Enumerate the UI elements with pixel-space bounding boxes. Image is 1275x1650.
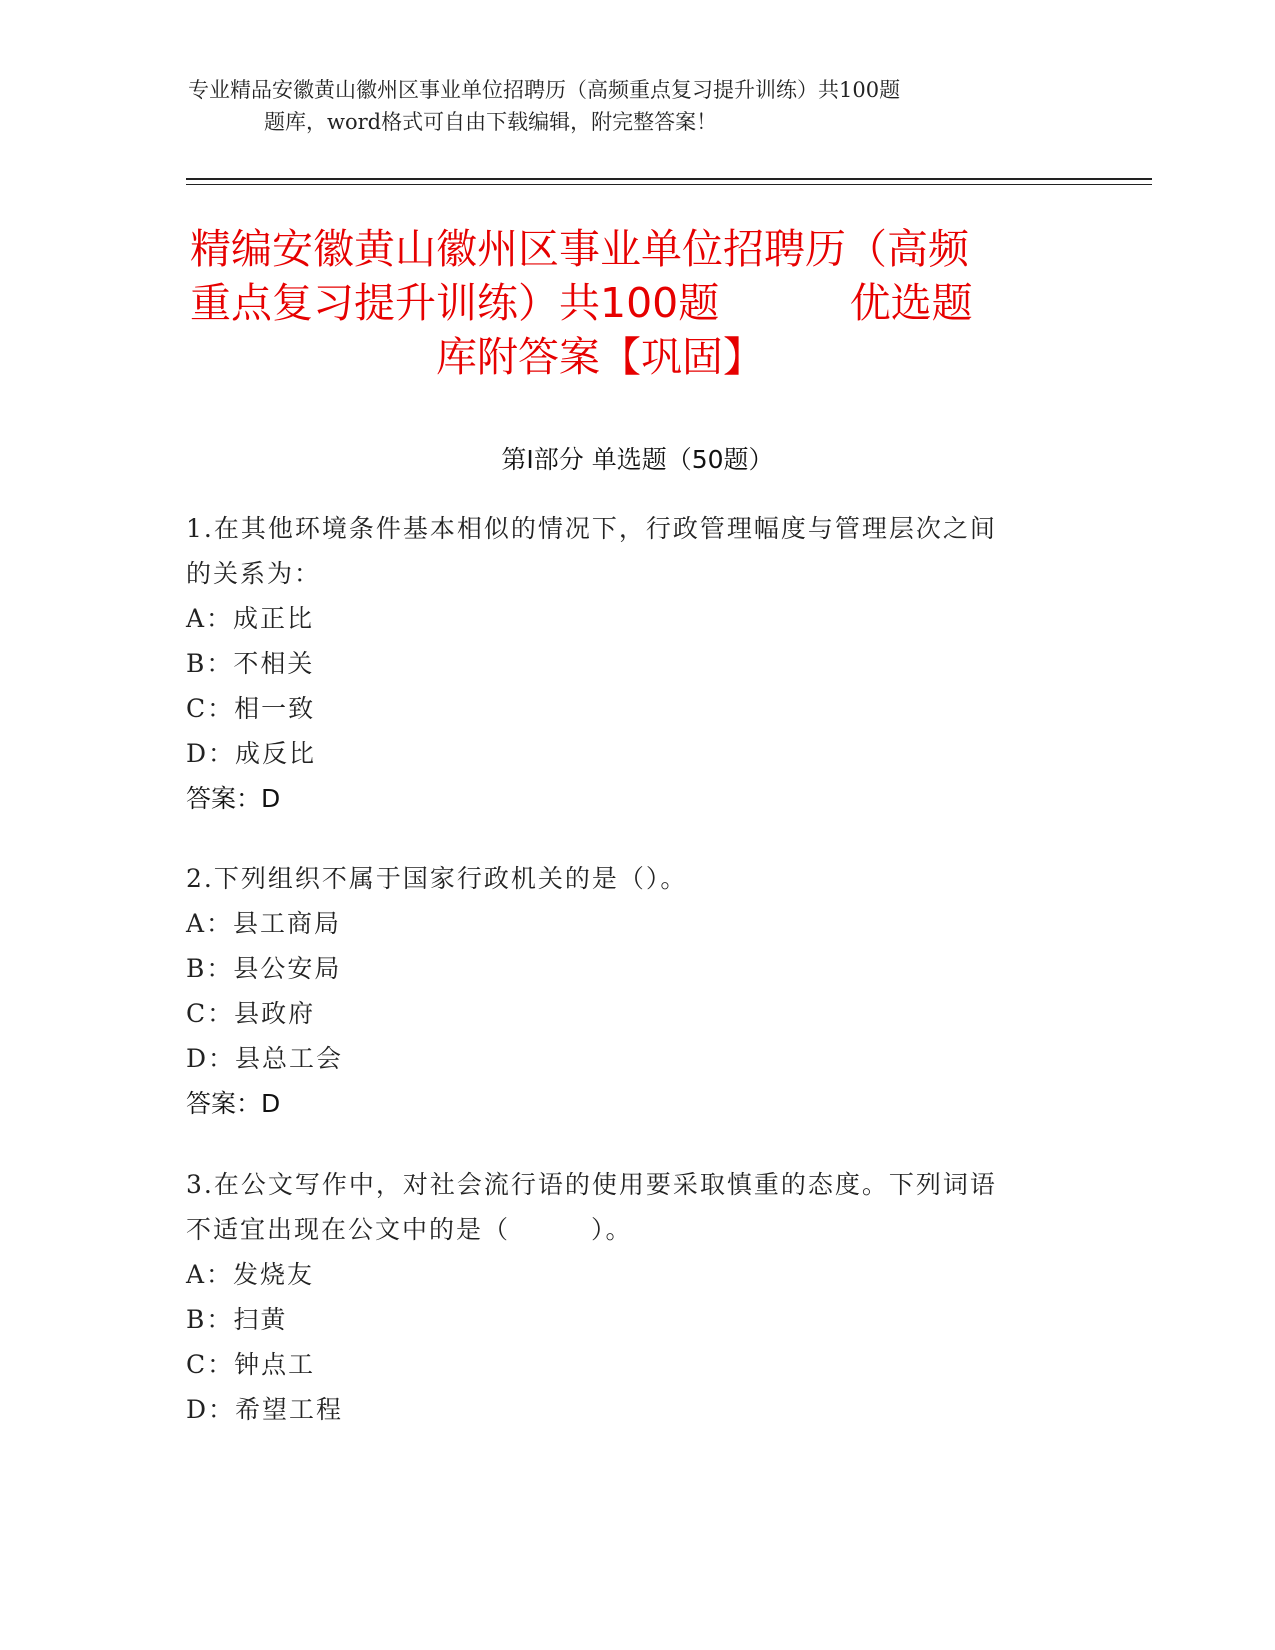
question-1 bbox=[186, 506, 1066, 821]
header-note-line2: 题库，word格式可自由下载编辑，附完整答案！ bbox=[264, 110, 718, 134]
option-d: D：希望工程 bbox=[186, 1395, 344, 1424]
option-a: A：成正比 bbox=[186, 604, 315, 633]
header-rule-thick bbox=[186, 178, 1152, 180]
question-stem: 1.在其他环境条件基本相似的情况下，行政管理幅度与管理层次之间 bbox=[186, 514, 997, 543]
option-d: D：成反比 bbox=[186, 739, 317, 768]
header-note-line1: 专业精品安徽黄山徽州区事业单位招聘历（高频重点复习提升训练）共100题 bbox=[188, 78, 901, 102]
document-title bbox=[190, 222, 1070, 384]
answer: 答案：D bbox=[186, 1089, 281, 1118]
question-stem: 2.下列组织不属于国家行政机关的是（）。 bbox=[186, 864, 688, 893]
option-a: A：县工商局 bbox=[186, 909, 342, 938]
answer: 答案：D bbox=[186, 784, 281, 813]
title-line2: 重点复习提升训练）共100题 优选题 bbox=[190, 279, 973, 327]
option-a: A：发烧友 bbox=[186, 1260, 315, 1289]
header-note bbox=[188, 74, 1048, 138]
section-heading: 第Ⅰ部分 单选题（50题） bbox=[501, 445, 774, 474]
question-stem: 的关系为： bbox=[186, 559, 322, 588]
question-2 bbox=[186, 856, 1066, 1126]
title-line1: 精编安徽黄山徽州区事业单位招聘历（高频 bbox=[190, 225, 969, 273]
option-d: D：县总工会 bbox=[186, 1044, 344, 1073]
option-b: B：扫黄 bbox=[186, 1305, 288, 1334]
question-stem: 3.在公文写作中，对社会流行语的使用要采取慎重的态度。下列词语 bbox=[186, 1170, 997, 1199]
title-line3: 库附答案【巩固】 bbox=[436, 333, 764, 381]
question-3 bbox=[186, 1162, 1066, 1432]
option-c: C：相一致 bbox=[186, 694, 316, 723]
question-stem: 不适宜出现在公文中的是（ ）。 bbox=[186, 1215, 633, 1244]
option-b: B：不相关 bbox=[186, 649, 315, 678]
option-c: C：县政府 bbox=[186, 999, 316, 1028]
option-b: B：县公安局 bbox=[186, 954, 342, 983]
header-rule-thin bbox=[186, 184, 1152, 185]
option-c: C：钟点工 bbox=[186, 1350, 316, 1379]
